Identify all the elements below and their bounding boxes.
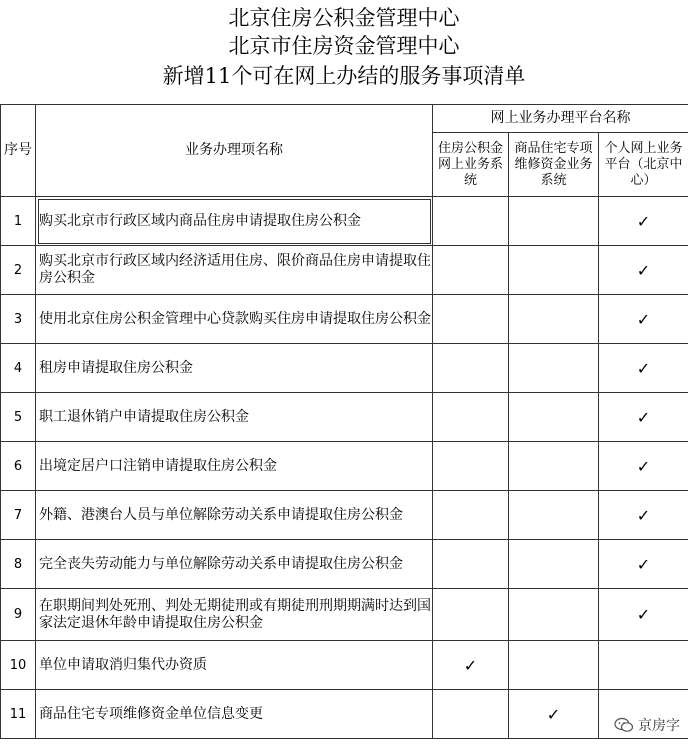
row-platform-cell-2 — [509, 491, 599, 540]
row-platform-cell-2 — [509, 690, 599, 739]
row-platform-cell-3 — [599, 246, 688, 295]
row-platform-cell-1 — [433, 197, 509, 246]
row-platform-cell-3 — [599, 641, 688, 690]
row-item-name: 商品住宅专项维修资金单位信息变更 — [36, 690, 433, 739]
row-platform-cell-2 — [509, 246, 599, 295]
row-item-name: 完全丧失劳动能力与单位解除劳动关系申请提取住房公积金 — [36, 540, 433, 589]
row-item-name: 单位申请取消归集代办资质 — [36, 641, 433, 690]
table-row — [1, 295, 688, 344]
table-row — [1, 690, 688, 739]
row-number: 4 — [1, 344, 36, 393]
header-col-maintenance-fund-system: 商品住宅专项维修资金业务系统 — [509, 133, 599, 197]
header-col-personal-platform: 个人网上业务平台（北京中心） — [599, 133, 688, 197]
row-platform-cell-1 — [433, 442, 509, 491]
row-item-name: 在职期间判处死刑、判处无期徒刑或有期徒刑刑期期满时达到国家法定退休年龄申请提取住房公积金 — [36, 589, 433, 641]
check-mark-icon: ✓ — [636, 260, 651, 280]
row-item-name: 购买北京市行政区域内经济适用住房、限价商品住房申请提取住房公积金 — [36, 246, 433, 295]
row-number: 3 — [1, 295, 36, 344]
row-number: 10 — [1, 641, 36, 690]
row-platform-cell-3 — [599, 393, 688, 442]
table-header-row — [1, 105, 688, 133]
row-item-name: 出境定居户口注销申请提取住房公积金 — [36, 442, 433, 491]
table-row — [1, 197, 688, 246]
check-mark-icon: ✓ — [636, 505, 651, 525]
title-line-3: 新增11个可在网上办结的服务事项清单 — [162, 64, 526, 88]
table-row — [1, 641, 688, 690]
row-item-name: 职工退休销户申请提取住房公积金 — [36, 393, 433, 442]
header-col-provident-fund-system: 住房公积金网上业务系统 — [433, 133, 509, 197]
row-number: 9 — [1, 589, 36, 641]
row-platform-cell-1 — [433, 589, 509, 641]
row-item-name: 使用北京住房公积金管理中心贷款购买住房申请提取住房公积金 — [36, 295, 433, 344]
watermark-text: 京房字 — [638, 718, 680, 734]
row-platform-cell-2 — [509, 295, 599, 344]
row-number: 1 — [1, 197, 36, 246]
row-platform-cell-2 — [509, 197, 599, 246]
row-number: 11 — [1, 690, 36, 739]
row-item-name: 租房申请提取住房公积金 — [36, 344, 433, 393]
header-platform: 网上业务办理平台名称 — [433, 105, 688, 133]
check-mark-icon: ✓ — [636, 554, 651, 574]
table-row — [1, 393, 688, 442]
service-items-table — [0, 104, 688, 739]
title-line-2: 北京市住房资金管理中心 — [228, 34, 460, 58]
row-platform-cell-3 — [599, 344, 688, 393]
row-number: 7 — [1, 491, 36, 540]
row-number: 8 — [1, 540, 36, 589]
title-line-1: 北京住房公积金管理中心 — [228, 6, 460, 30]
row-platform-cell-3 — [599, 589, 688, 641]
header-seq: 序号 — [1, 105, 36, 197]
row-platform-cell-1 — [433, 246, 509, 295]
row-platform-cell-1 — [433, 295, 509, 344]
check-mark-icon: ✓ — [636, 309, 651, 329]
table-row — [1, 540, 688, 589]
row-item-name[interactable]: 购买北京市行政区域内商品住房申请提取住房公积金 — [36, 197, 433, 246]
row-platform-cell-2 — [509, 393, 599, 442]
row-platform-cell-2 — [509, 442, 599, 491]
check-mark-icon: ✓ — [546, 704, 561, 724]
row-platform-cell-1 — [433, 491, 509, 540]
row-platform-cell-1 — [433, 344, 509, 393]
table-row — [1, 491, 688, 540]
row-number: 2 — [1, 246, 36, 295]
row-platform-cell-1 — [433, 540, 509, 589]
row-platform-cell-2 — [509, 641, 599, 690]
check-mark-icon: ✓ — [636, 211, 651, 231]
row-platform-cell-2 — [509, 589, 599, 641]
check-mark-icon: ✓ — [636, 407, 651, 427]
row-number: 6 — [1, 442, 36, 491]
table-row — [1, 589, 688, 641]
check-mark-icon: ✓ — [636, 456, 651, 476]
table-row — [1, 246, 688, 295]
row-platform-cell-2 — [509, 540, 599, 589]
table-row — [1, 442, 688, 491]
row-number: 5 — [1, 393, 36, 442]
row-platform-cell-3 — [599, 540, 688, 589]
check-mark-icon: ✓ — [636, 605, 651, 624]
table-row — [1, 344, 688, 393]
header-item-name: 业务办理项名称 — [36, 105, 433, 197]
row-platform-cell-1 — [433, 641, 509, 690]
check-mark-icon: ✓ — [463, 655, 478, 675]
wechat-icon — [614, 717, 634, 733]
row-item-name: 外籍、港澳台人员与单位解除劳动关系申请提取住房公积金 — [36, 491, 433, 540]
check-mark-icon: ✓ — [636, 358, 651, 378]
row-platform-cell-1 — [433, 690, 509, 739]
row-platform-cell-1 — [433, 393, 509, 442]
row-platform-cell-3 — [599, 197, 688, 246]
row-platform-cell-2 — [509, 344, 599, 393]
row-platform-cell-3 — [599, 295, 688, 344]
row-platform-cell-3 — [599, 491, 688, 540]
watermark — [614, 715, 680, 735]
row-platform-cell-3 — [599, 442, 688, 491]
